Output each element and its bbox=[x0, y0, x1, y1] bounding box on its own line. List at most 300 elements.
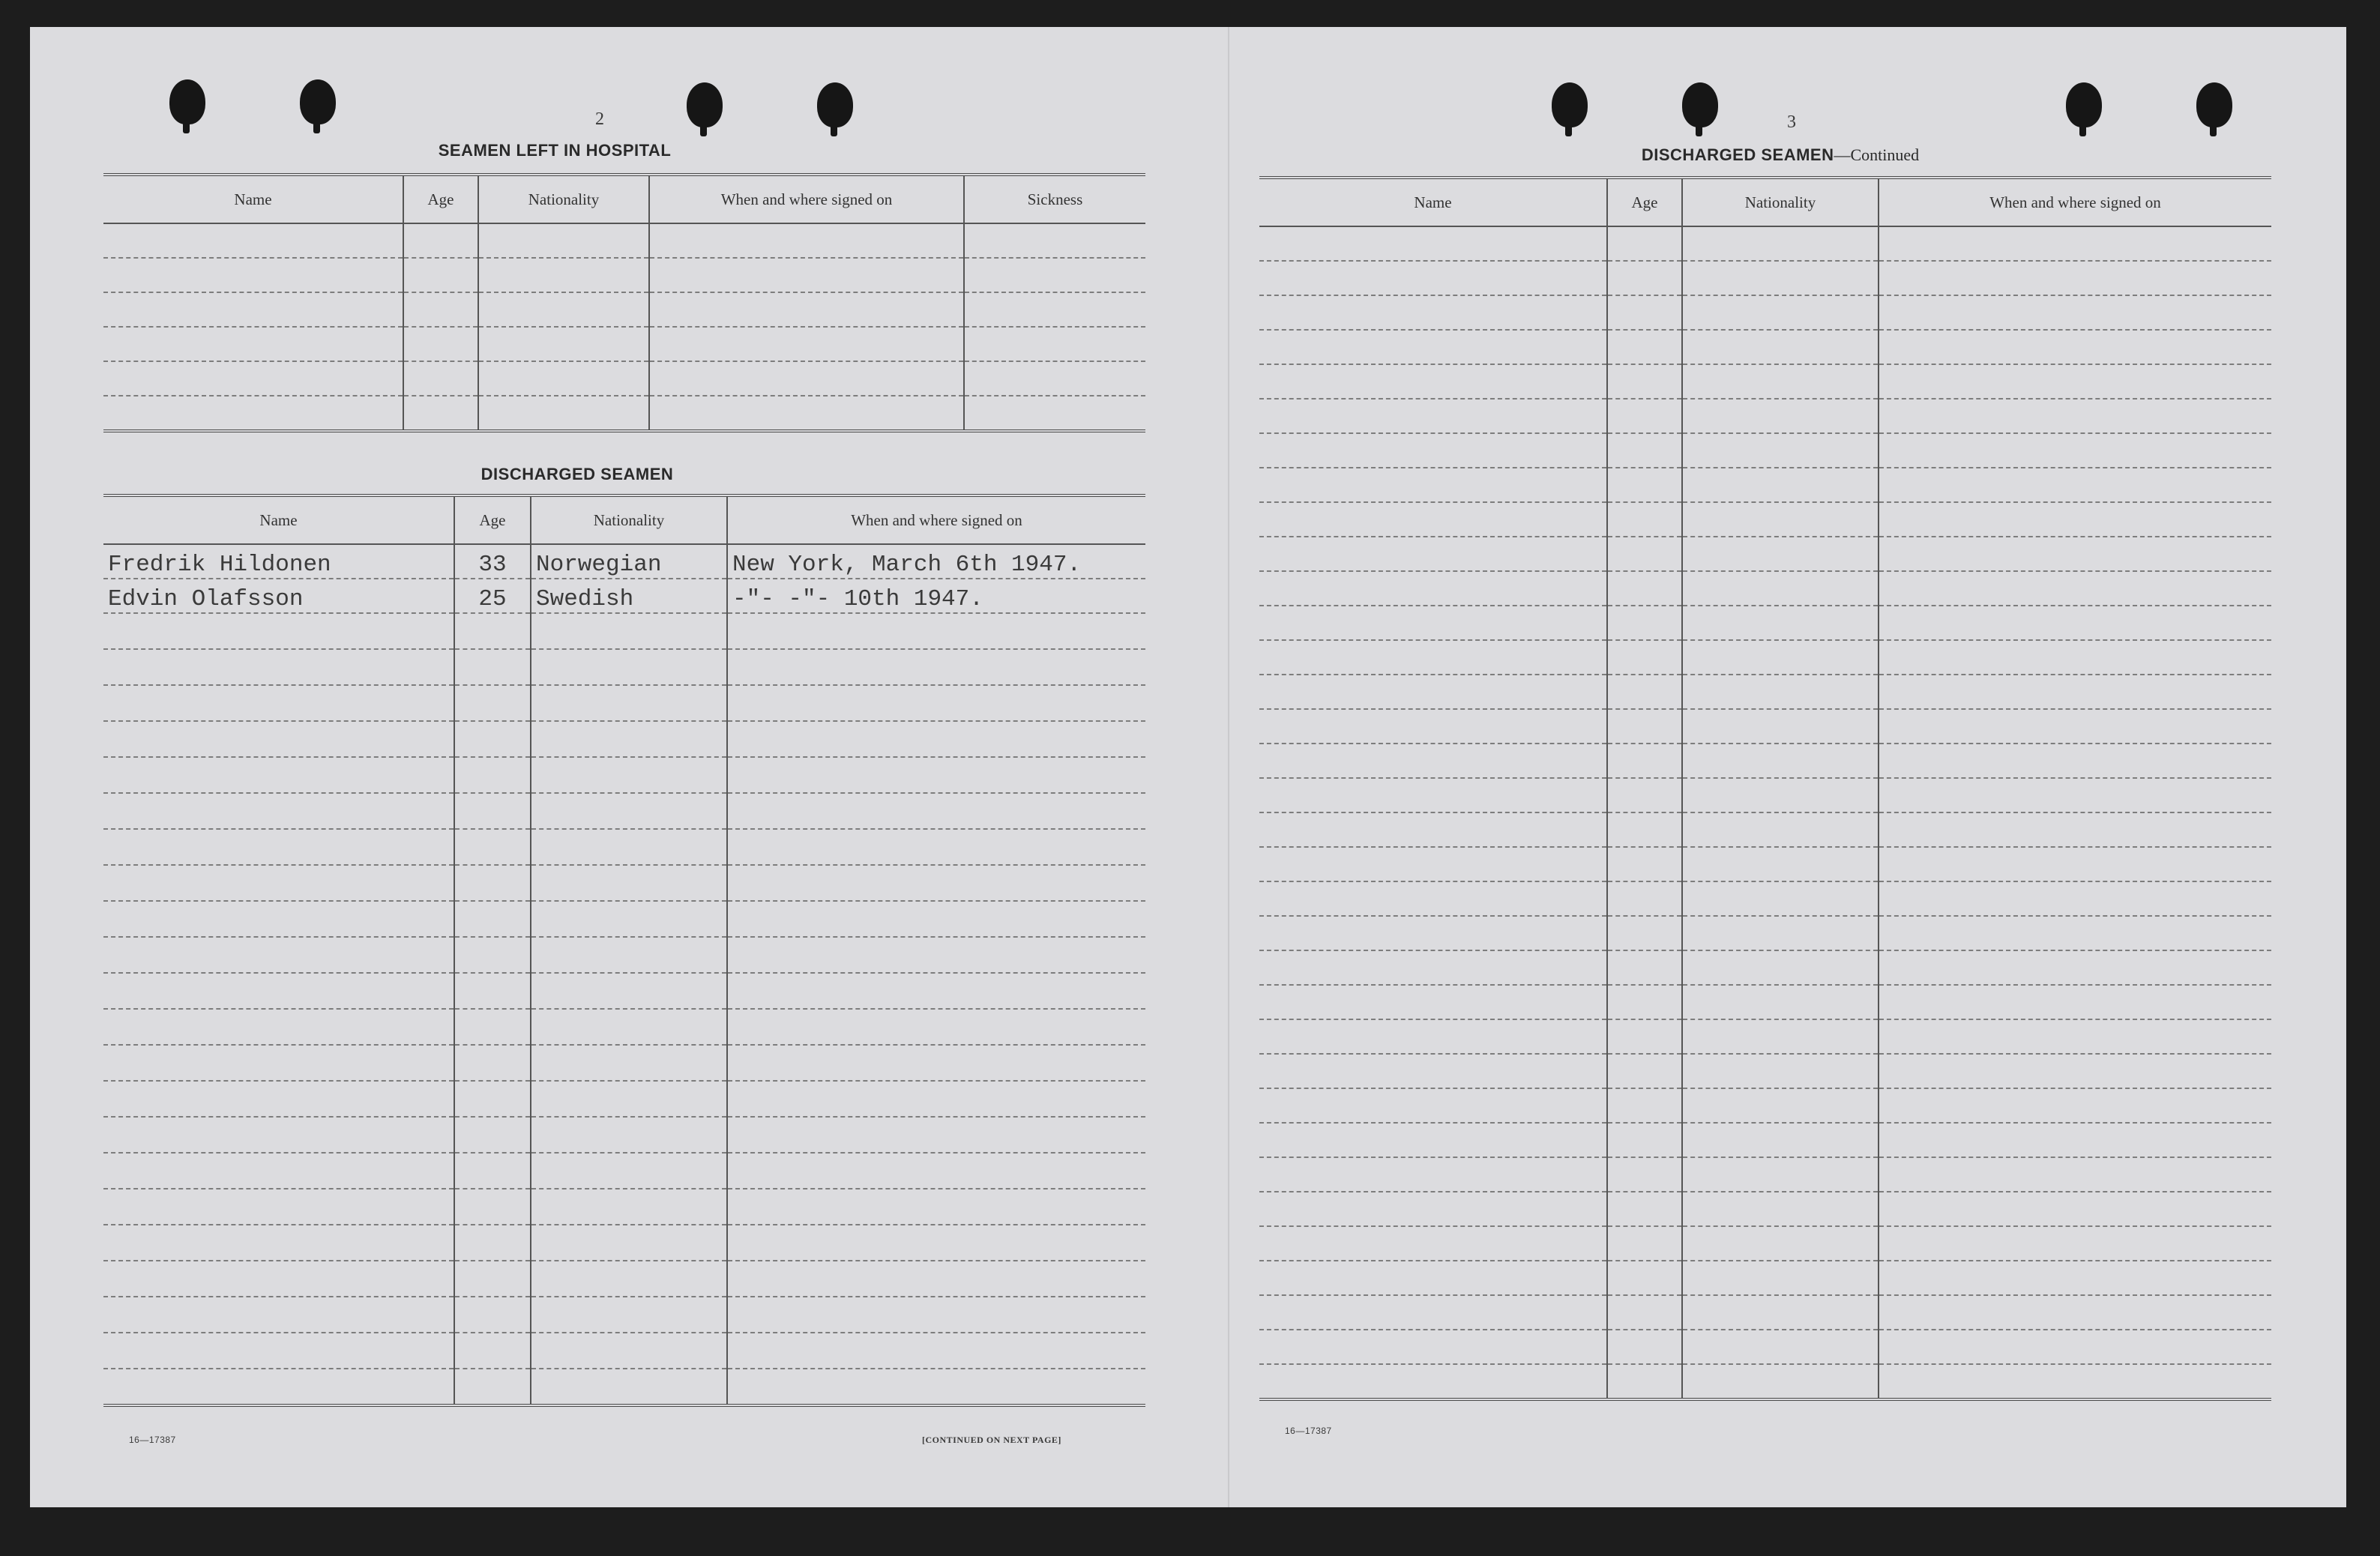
blank-cell bbox=[1879, 433, 2271, 468]
blank-cell bbox=[1682, 1019, 1879, 1054]
blank-cell bbox=[649, 361, 964, 396]
blank-cell bbox=[454, 1117, 531, 1153]
blank-cell bbox=[727, 1009, 1145, 1045]
blank-cell bbox=[1607, 812, 1682, 847]
blank-cell bbox=[1682, 226, 1879, 261]
blank-row bbox=[1259, 640, 2271, 675]
blank-cell bbox=[103, 1297, 454, 1333]
blank-cell bbox=[103, 1189, 454, 1225]
blank-cell bbox=[1607, 778, 1682, 812]
blank-cell bbox=[454, 1045, 531, 1081]
blank-cell bbox=[531, 613, 727, 649]
blank-cell bbox=[103, 223, 403, 258]
blank-cell bbox=[1259, 1019, 1607, 1054]
blank-cell bbox=[1682, 640, 1879, 675]
column-header: Nationality bbox=[1682, 178, 1879, 226]
manifest-sheet bbox=[30, 27, 2346, 1507]
blank-cell bbox=[454, 793, 531, 829]
blank-row bbox=[103, 1153, 1145, 1189]
blank-cell bbox=[1607, 675, 1682, 709]
blank-cell bbox=[1682, 675, 1879, 709]
blank-cell bbox=[1259, 606, 1607, 640]
blank-row bbox=[1259, 1019, 2271, 1054]
blank-cell bbox=[1259, 295, 1607, 330]
cell-name: Fredrik Hildonen bbox=[103, 544, 454, 579]
blank-cell bbox=[103, 829, 454, 865]
blank-row bbox=[103, 901, 1145, 937]
blank-cell bbox=[1259, 433, 1607, 468]
blank-row bbox=[1259, 1192, 2271, 1226]
blank-cell bbox=[1879, 468, 2271, 502]
blank-cell bbox=[727, 973, 1145, 1009]
blank-row bbox=[1259, 881, 2271, 916]
blank-cell bbox=[1682, 1226, 1879, 1261]
blank-row bbox=[1259, 1226, 2271, 1261]
blank-row bbox=[103, 1333, 1145, 1369]
blank-cell bbox=[403, 292, 478, 327]
blank-cell bbox=[1607, 502, 1682, 537]
discharged-table bbox=[103, 494, 1145, 1407]
blank-cell bbox=[454, 1369, 531, 1405]
blank-cell bbox=[1607, 847, 1682, 881]
blank-cell bbox=[649, 327, 964, 361]
blank-cell bbox=[1259, 1123, 1607, 1157]
blank-row bbox=[103, 1045, 1145, 1081]
blank-row bbox=[1259, 1088, 2271, 1123]
blank-cell bbox=[727, 865, 1145, 901]
column-header: Name bbox=[103, 175, 403, 223]
continued-suffix: —Continued bbox=[1834, 145, 1920, 164]
blank-cell bbox=[1607, 709, 1682, 744]
cell-nationality: Norwegian bbox=[531, 544, 727, 579]
blank-cell bbox=[531, 1045, 727, 1081]
blank-cell bbox=[103, 258, 403, 292]
blank-cell bbox=[1259, 881, 1607, 916]
blank-cell bbox=[1607, 295, 1682, 330]
blank-cell bbox=[1879, 709, 2271, 744]
blank-cell bbox=[531, 1369, 727, 1405]
blank-cell bbox=[531, 901, 727, 937]
blank-cell bbox=[1682, 1157, 1879, 1192]
blank-cell bbox=[478, 223, 649, 258]
blank-cell bbox=[727, 1333, 1145, 1369]
cell-signed-on: -"- -"- 10th 1947. bbox=[727, 579, 1145, 613]
blank-row bbox=[103, 1261, 1145, 1297]
blank-cell bbox=[1259, 226, 1607, 261]
blank-cell bbox=[727, 649, 1145, 685]
blank-cell bbox=[531, 1261, 727, 1297]
blank-cell bbox=[454, 1261, 531, 1297]
table-row bbox=[103, 544, 1145, 579]
blank-cell bbox=[1607, 537, 1682, 571]
discharged-continued-title bbox=[1574, 145, 1986, 165]
blank-cell bbox=[1682, 950, 1879, 985]
blank-cell bbox=[478, 258, 649, 292]
cell-nationality: Swedish bbox=[531, 579, 727, 613]
blank-row bbox=[103, 1225, 1145, 1261]
blank-cell bbox=[727, 1225, 1145, 1261]
blank-cell bbox=[454, 937, 531, 973]
blank-cell bbox=[1259, 1054, 1607, 1088]
blank-cell bbox=[727, 1153, 1145, 1189]
blank-cell bbox=[531, 721, 727, 757]
blank-cell bbox=[1682, 537, 1879, 571]
blank-cell bbox=[1682, 916, 1879, 950]
blank-cell bbox=[1879, 778, 2271, 812]
blank-cell bbox=[1879, 675, 2271, 709]
blank-cell bbox=[1259, 812, 1607, 847]
blank-row bbox=[1259, 364, 2271, 399]
blank-cell bbox=[103, 361, 403, 396]
blank-cell bbox=[1259, 1088, 1607, 1123]
blank-cell bbox=[1607, 1054, 1682, 1088]
blank-cell bbox=[454, 829, 531, 865]
blank-row bbox=[103, 1009, 1145, 1045]
column-header: Age bbox=[1607, 178, 1682, 226]
blank-cell bbox=[531, 685, 727, 721]
blank-cell bbox=[1259, 744, 1607, 778]
blank-cell bbox=[103, 649, 454, 685]
blank-cell bbox=[1259, 1157, 1607, 1192]
blank-cell bbox=[1259, 399, 1607, 433]
blank-cell bbox=[964, 327, 1145, 361]
blank-cell bbox=[727, 1045, 1145, 1081]
blank-cell bbox=[1259, 709, 1607, 744]
blank-cell bbox=[1607, 881, 1682, 916]
blank-row bbox=[1259, 744, 2271, 778]
column-header: Name bbox=[103, 495, 454, 544]
blank-cell bbox=[454, 757, 531, 793]
blank-cell bbox=[478, 327, 649, 361]
blank-cell bbox=[1607, 916, 1682, 950]
page-number: 2 bbox=[595, 109, 604, 129]
blank-cell bbox=[727, 1189, 1145, 1225]
blank-row bbox=[103, 793, 1145, 829]
blank-row bbox=[1259, 571, 2271, 606]
blank-cell bbox=[1607, 399, 1682, 433]
blank-cell bbox=[1682, 1054, 1879, 1088]
blank-cell bbox=[1682, 364, 1879, 399]
blank-row bbox=[1259, 950, 2271, 985]
blank-row bbox=[1259, 433, 2271, 468]
blank-row bbox=[103, 649, 1145, 685]
blank-row bbox=[1259, 812, 2271, 847]
blank-cell bbox=[1682, 1295, 1879, 1330]
blank-cell bbox=[964, 396, 1145, 431]
blank-cell bbox=[727, 613, 1145, 649]
blank-cell bbox=[531, 793, 727, 829]
blank-cell bbox=[1259, 364, 1607, 399]
blank-cell bbox=[1607, 1226, 1682, 1261]
blank-cell bbox=[1879, 950, 2271, 985]
blank-cell bbox=[531, 1081, 727, 1117]
blank-row bbox=[103, 685, 1145, 721]
blank-cell bbox=[1607, 433, 1682, 468]
blank-cell bbox=[531, 937, 727, 973]
blank-cell bbox=[1259, 468, 1607, 502]
blank-cell bbox=[1682, 502, 1879, 537]
blank-cell bbox=[1879, 399, 2271, 433]
blank-cell bbox=[649, 258, 964, 292]
blank-cell bbox=[1879, 261, 2271, 295]
blank-row bbox=[103, 721, 1145, 757]
blank-cell bbox=[1607, 950, 1682, 985]
page-number: 3 bbox=[1787, 112, 1796, 132]
right-page bbox=[1229, 27, 2346, 1507]
blank-cell bbox=[454, 1153, 531, 1189]
blank-cell bbox=[1259, 330, 1607, 364]
blank-cell bbox=[1879, 1295, 2271, 1330]
hospital-section-title: SEAMEN LEFT IN HOSPITAL bbox=[438, 141, 672, 160]
blank-cell bbox=[103, 793, 454, 829]
blank-cell bbox=[1259, 1330, 1607, 1364]
blank-row bbox=[1259, 778, 2271, 812]
cell-signed-on: New York, March 6th 1947. bbox=[727, 544, 1145, 579]
blank-cell bbox=[454, 865, 531, 901]
blank-row bbox=[1259, 1123, 2271, 1157]
blank-cell bbox=[454, 721, 531, 757]
blank-cell bbox=[1607, 640, 1682, 675]
blank-cell bbox=[649, 396, 964, 431]
blank-cell bbox=[1879, 1364, 2271, 1399]
blank-cell bbox=[1682, 468, 1879, 502]
blank-cell bbox=[727, 1081, 1145, 1117]
blank-cell bbox=[1607, 1364, 1682, 1399]
blank-row bbox=[1259, 502, 2271, 537]
blank-cell bbox=[1879, 640, 2271, 675]
blank-row bbox=[103, 327, 1145, 361]
blank-cell bbox=[531, 973, 727, 1009]
blank-cell bbox=[1879, 847, 2271, 881]
blank-cell bbox=[1682, 433, 1879, 468]
blank-cell bbox=[1607, 1261, 1682, 1295]
blank-cell bbox=[1259, 1226, 1607, 1261]
blank-cell bbox=[727, 901, 1145, 937]
blank-cell bbox=[454, 1225, 531, 1261]
blank-cell bbox=[1682, 295, 1879, 330]
blank-cell bbox=[1259, 950, 1607, 985]
blank-cell bbox=[103, 901, 454, 937]
column-header: Nationality bbox=[478, 175, 649, 223]
blank-row bbox=[1259, 226, 2271, 261]
blank-row bbox=[1259, 330, 2271, 364]
blank-cell bbox=[1682, 1364, 1879, 1399]
column-header: Name bbox=[1259, 178, 1607, 226]
blank-cell bbox=[478, 361, 649, 396]
blank-row bbox=[103, 223, 1145, 258]
cell-age: 25 bbox=[454, 579, 531, 613]
blank-cell bbox=[454, 649, 531, 685]
blank-cell bbox=[1879, 537, 2271, 571]
blank-row bbox=[103, 1117, 1145, 1153]
blank-cell bbox=[1607, 330, 1682, 364]
blank-row bbox=[1259, 1157, 2271, 1192]
cell-name: Edvin Olafsson bbox=[103, 579, 454, 613]
blank-cell bbox=[1607, 364, 1682, 399]
blank-cell bbox=[1259, 1192, 1607, 1226]
table-row bbox=[103, 579, 1145, 613]
column-header: When and where signed on bbox=[1879, 178, 2271, 226]
blank-cell bbox=[1607, 1157, 1682, 1192]
form-number: 16—17387 bbox=[1285, 1426, 1332, 1436]
blank-cell bbox=[727, 1297, 1145, 1333]
blank-cell bbox=[1682, 399, 1879, 433]
column-header: When and where signed on bbox=[727, 495, 1145, 544]
blank-cell bbox=[1259, 1261, 1607, 1295]
blank-cell bbox=[454, 1189, 531, 1225]
blank-cell bbox=[1607, 985, 1682, 1019]
blank-row bbox=[103, 1297, 1145, 1333]
blank-cell bbox=[103, 757, 454, 793]
blank-cell bbox=[1879, 502, 2271, 537]
blank-cell bbox=[1607, 571, 1682, 606]
blank-cell bbox=[727, 1369, 1145, 1405]
blank-cell bbox=[1259, 640, 1607, 675]
blank-cell bbox=[1682, 1123, 1879, 1157]
blank-cell bbox=[103, 1261, 454, 1297]
column-header: Sickness bbox=[964, 175, 1145, 223]
blank-cell bbox=[1682, 1088, 1879, 1123]
cell-age: 33 bbox=[454, 544, 531, 579]
blank-cell bbox=[454, 1297, 531, 1333]
discharged-continued-label: DISCHARGED SEAMEN bbox=[1641, 145, 1834, 164]
blank-cell bbox=[1682, 330, 1879, 364]
blank-cell bbox=[727, 1261, 1145, 1297]
blank-row bbox=[1259, 847, 2271, 881]
blank-cell bbox=[1879, 1054, 2271, 1088]
blank-row bbox=[1259, 261, 2271, 295]
blank-cell bbox=[1682, 571, 1879, 606]
blank-row bbox=[1259, 709, 2271, 744]
blank-cell bbox=[403, 223, 478, 258]
blank-cell bbox=[1607, 606, 1682, 640]
blank-cell bbox=[531, 1189, 727, 1225]
blank-row bbox=[103, 258, 1145, 292]
blank-cell bbox=[454, 1333, 531, 1369]
blank-cell bbox=[103, 396, 403, 431]
blank-cell bbox=[1259, 675, 1607, 709]
blank-cell bbox=[1879, 1157, 2271, 1192]
blank-cell bbox=[531, 865, 727, 901]
blank-cell bbox=[1682, 1261, 1879, 1295]
blank-cell bbox=[1607, 468, 1682, 502]
blank-cell bbox=[1682, 881, 1879, 916]
blank-cell bbox=[478, 292, 649, 327]
blank-cell bbox=[1607, 1192, 1682, 1226]
blank-cell bbox=[1682, 744, 1879, 778]
blank-cell bbox=[1682, 261, 1879, 295]
blank-cell bbox=[403, 361, 478, 396]
blank-cell bbox=[1607, 1019, 1682, 1054]
column-header: When and where signed on bbox=[649, 175, 964, 223]
blank-cell bbox=[454, 1009, 531, 1045]
blank-row bbox=[103, 396, 1145, 431]
column-header: Age bbox=[454, 495, 531, 544]
blank-cell bbox=[403, 258, 478, 292]
blank-cell bbox=[1682, 606, 1879, 640]
blank-cell bbox=[1259, 985, 1607, 1019]
blank-cell bbox=[964, 223, 1145, 258]
blank-cell bbox=[1682, 778, 1879, 812]
form-number: 16—17387 bbox=[129, 1435, 176, 1445]
blank-row bbox=[1259, 606, 2271, 640]
blank-cell bbox=[649, 223, 964, 258]
blank-cell bbox=[103, 292, 403, 327]
blank-cell bbox=[1682, 1192, 1879, 1226]
hospital-table bbox=[103, 173, 1145, 432]
blank-row bbox=[103, 757, 1145, 793]
blank-cell bbox=[454, 1081, 531, 1117]
column-header: Nationality bbox=[531, 495, 727, 544]
blank-row bbox=[1259, 1261, 2271, 1295]
blank-row bbox=[1259, 916, 2271, 950]
blank-cell bbox=[1879, 364, 2271, 399]
blank-cell bbox=[727, 685, 1145, 721]
blank-cell bbox=[103, 937, 454, 973]
blank-cell bbox=[403, 327, 478, 361]
blank-cell bbox=[1879, 985, 2271, 1019]
blank-cell bbox=[1259, 261, 1607, 295]
blank-cell bbox=[454, 685, 531, 721]
blank-cell bbox=[1879, 606, 2271, 640]
blank-cell bbox=[531, 649, 727, 685]
blank-cell bbox=[727, 829, 1145, 865]
blank-cell bbox=[1879, 812, 2271, 847]
blank-row bbox=[103, 865, 1145, 901]
blank-cell bbox=[964, 292, 1145, 327]
blank-cell bbox=[1259, 916, 1607, 950]
blank-cell bbox=[1879, 1123, 2271, 1157]
blank-cell bbox=[1607, 1295, 1682, 1330]
blank-cell bbox=[727, 937, 1145, 973]
blank-cell bbox=[1607, 1330, 1682, 1364]
blank-cell bbox=[649, 292, 964, 327]
blank-cell bbox=[1259, 502, 1607, 537]
blank-cell bbox=[103, 1117, 454, 1153]
blank-cell bbox=[727, 1117, 1145, 1153]
blank-cell bbox=[1607, 1123, 1682, 1157]
blank-cell bbox=[478, 396, 649, 431]
blank-cell bbox=[1607, 1088, 1682, 1123]
discharged-continued-table bbox=[1259, 176, 2271, 1401]
continued-note: [CONTINUED ON NEXT PAGE] bbox=[922, 1435, 1061, 1445]
blank-cell bbox=[103, 1225, 454, 1261]
blank-cell bbox=[1879, 1019, 2271, 1054]
blank-cell bbox=[454, 973, 531, 1009]
blank-cell bbox=[964, 361, 1145, 396]
blank-cell bbox=[1879, 916, 2271, 950]
blank-cell bbox=[1879, 1226, 2271, 1261]
blank-cell bbox=[1879, 226, 2271, 261]
blank-cell bbox=[1879, 1088, 2271, 1123]
blank-row bbox=[103, 973, 1145, 1009]
blank-cell bbox=[531, 1225, 727, 1261]
blank-cell bbox=[103, 1369, 454, 1405]
blank-cell bbox=[531, 1153, 727, 1189]
blank-cell bbox=[531, 1117, 727, 1153]
blank-row bbox=[103, 1369, 1145, 1405]
blank-cell bbox=[1879, 744, 2271, 778]
blank-row bbox=[1259, 1295, 2271, 1330]
blank-cell bbox=[1879, 881, 2271, 916]
left-page bbox=[30, 27, 1228, 1507]
blank-cell bbox=[454, 901, 531, 937]
blank-row bbox=[103, 829, 1145, 865]
discharged-section-title: DISCHARGED SEAMEN bbox=[480, 465, 674, 483]
blank-cell bbox=[403, 396, 478, 431]
blank-row bbox=[103, 361, 1145, 396]
blank-cell bbox=[103, 1333, 454, 1369]
